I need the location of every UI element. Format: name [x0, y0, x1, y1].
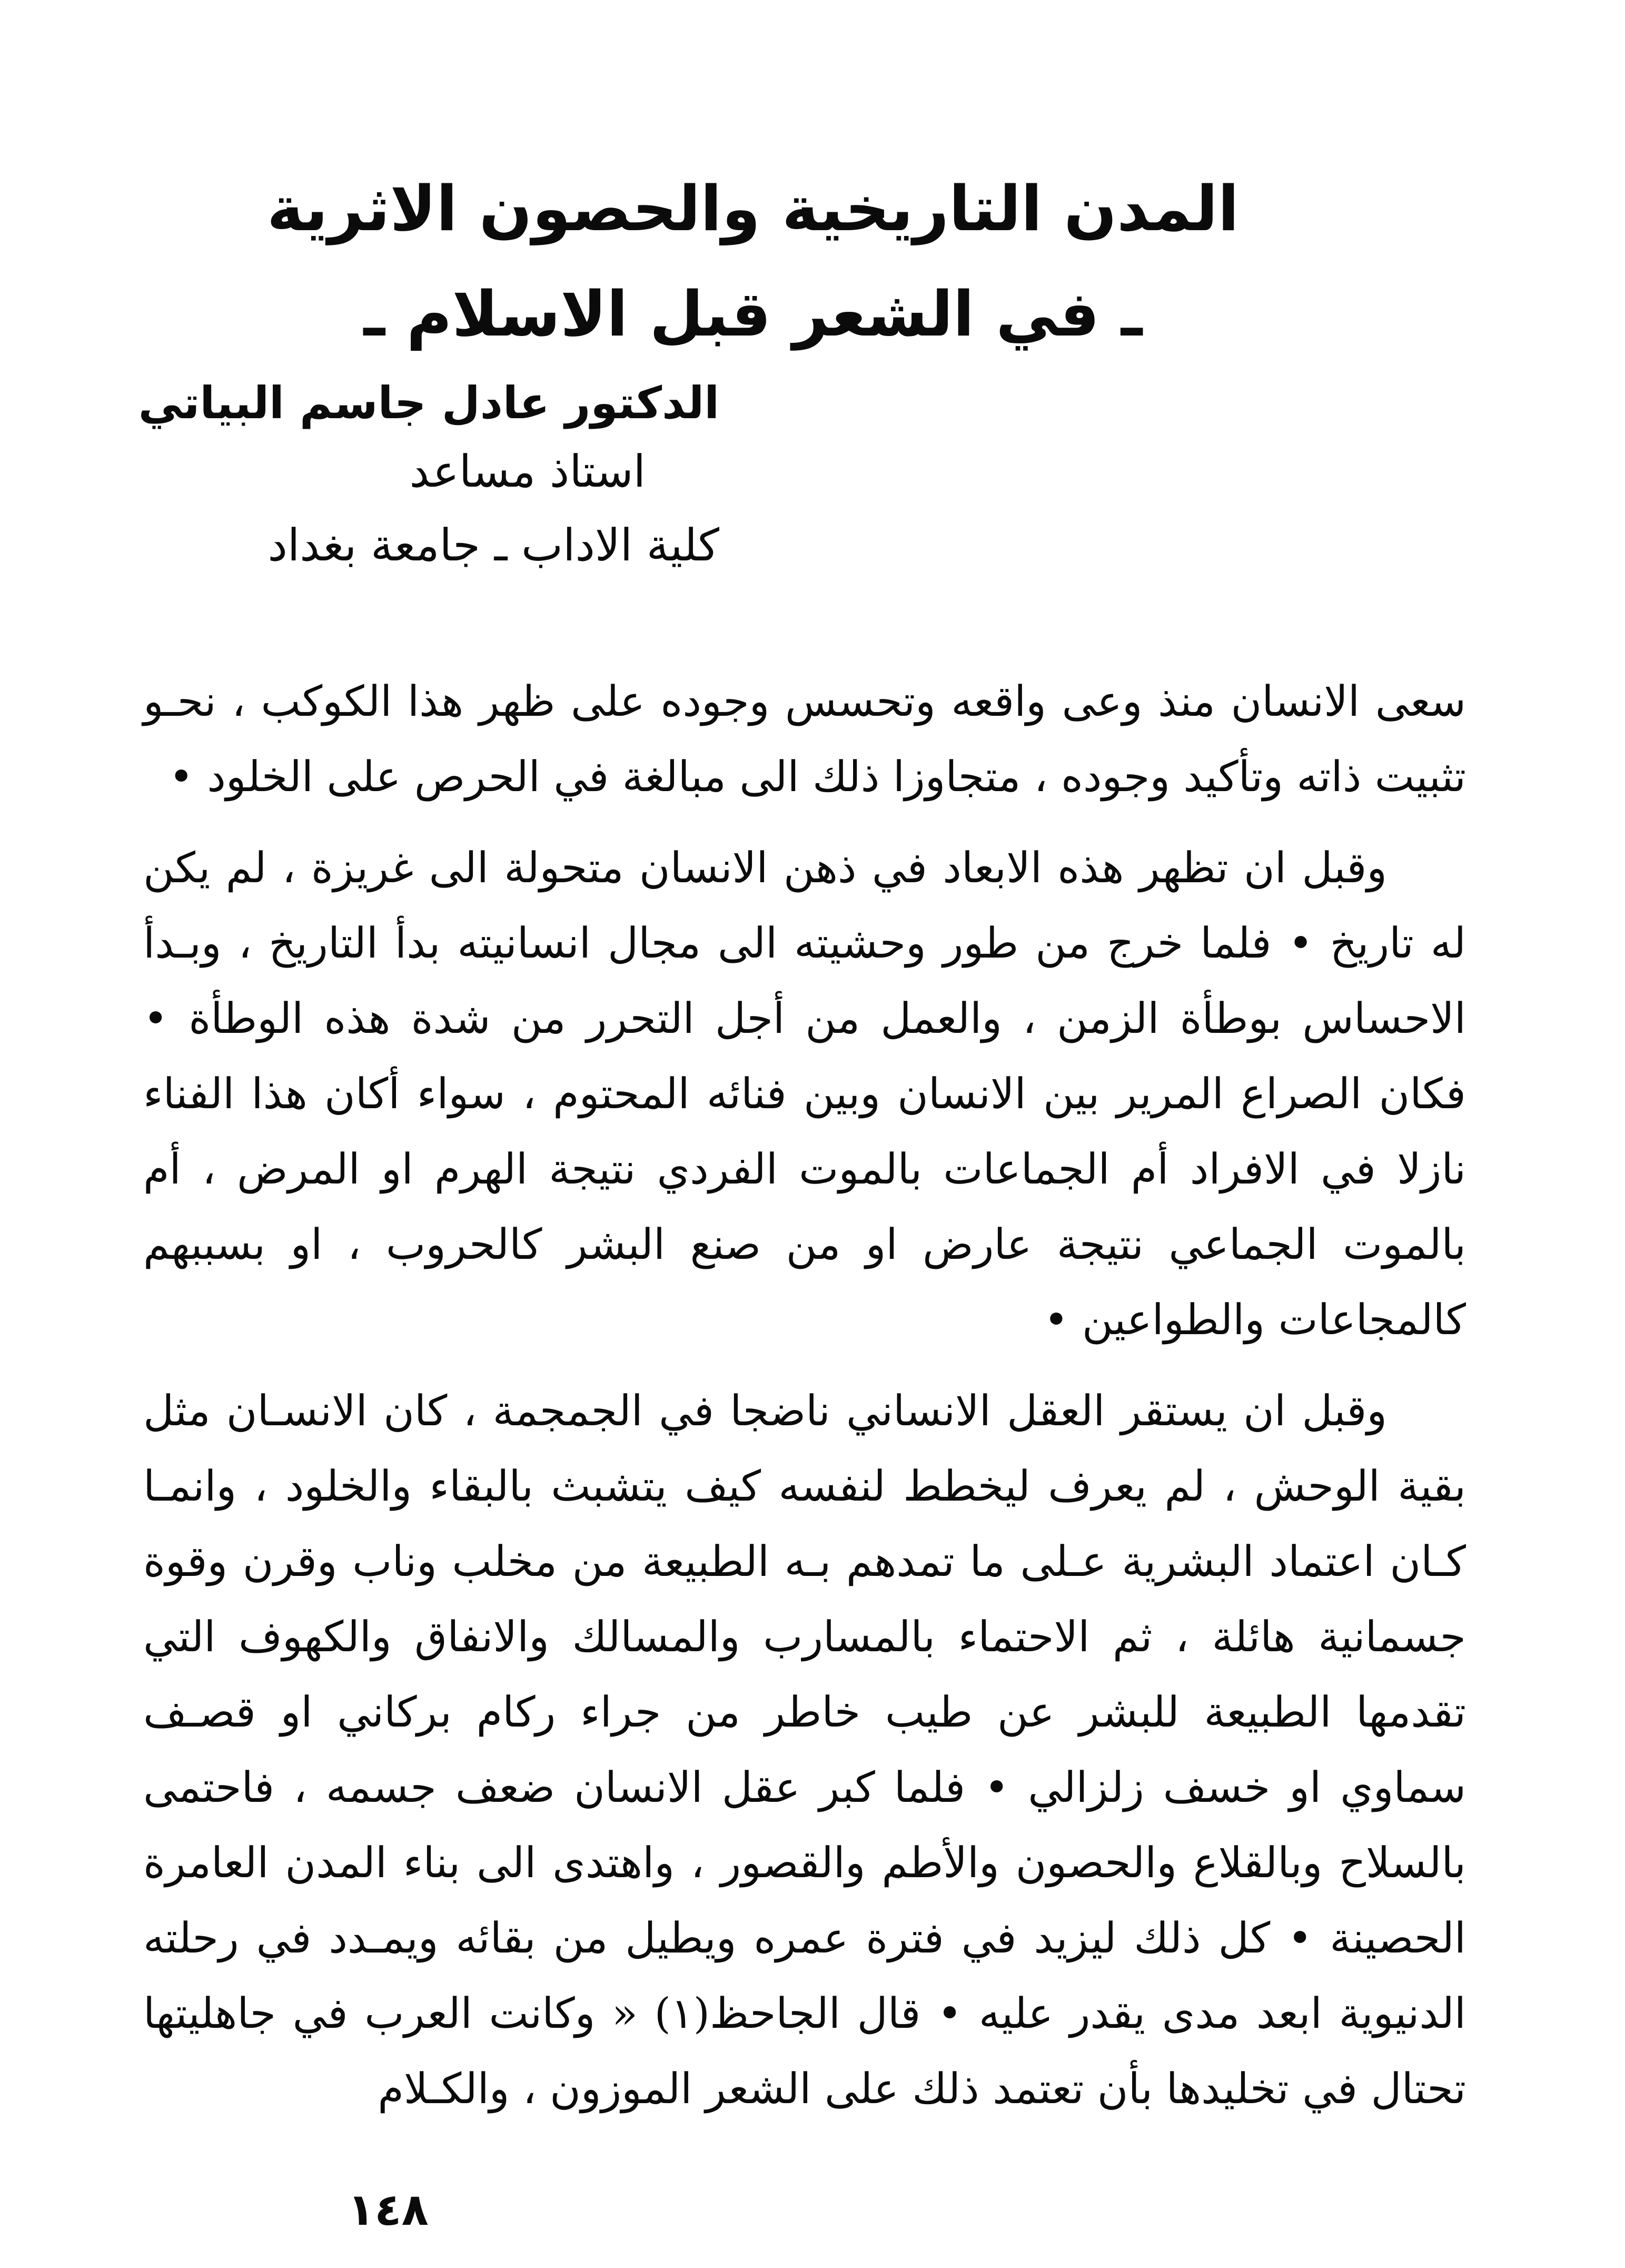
article-body — [143, 664, 1466, 2126]
article-title-line-1: المدن التاريخية والحصون الاثرية — [266, 172, 1240, 245]
paragraph-2: وقبل ان تظهر هذه الابعاد في ذهن الانسان متحولة الى غريزة ، لم يكن له تاريخ • فلما خرج من طور وحشيته الى مجال انسانيته بدأ التاريخ ، وبـدأ الاحساس بوطأة الزمن ، والعمل من أجل التحرر من شدة هذه الوطأة • فكان الصراع المرير بين الانسان وبين فنائه المحتوم ، سواء أكان هذا الفناء نازلا في الافراد أم الجماعات بالموت الفردي نتيجة الهرم او المرض ، أم بالموت الجماعي نتيجة عارض او من صنع البشر كالحروب ، او بسببهم كالمجاعات والطواعين • — [143, 843, 1467, 1344]
author-affiliation: كلية الاداب ـ جامعة بغداد — [267, 519, 719, 571]
author-rank: استاذ مساعد — [409, 446, 646, 497]
paragraph-3: وقبل ان يستقر العقل الانساني ناضجا في الجمجمة ، كان الانسـان مثل بقية الوحش ، لم يعرف ليخطط لنفسه كيف يتشبث بالبقاء والخلود ، وانمـا كـان اعتماد البشرية عـلى ما تمدهم بـه الطبيعة من مخلب وناب وقرن وقوة جسمانية هائلة ، ثم الاحتماء بالمسارب والمسالك والانفاق والكهوف التي تقدمها الطبيعة للبشر عن طيب خاطر من جراء ركام بركاني او قصـف سماوي او خسف زلزالي • فلما كبر عقل الانسان ضعف جسمه ، فاحتمى بالسلاح وبالقلاع والحصون والأطم والقصور ، واهتدى الى بناء المدن العامرة الحصينة • كل ذلك ليزيد في فترة عمره ويطيل من بقائه ويمـدد في رحلته الدنيوية ابعد مدى يقدر عليه • قال الجاحظ(١) « وكانت العرب في جاهليتها تحتال في تخليدها بأن تعتمد ذلك على الشعر الموزون ، والكـلام — [143, 1386, 1466, 2113]
article-title-line-2: ـ في الشعر قبل الاسلام ـ — [363, 278, 1143, 350]
author-name: الدكتور عادل جاسم البياتي — [138, 377, 719, 429]
page-number: ١٤٨ — [348, 2184, 429, 2235]
paragraph-1: سعى الانسان منذ وعى واقعه وتحسس وجوده على ظهر هذا الكوكب ، نحـو تثبيت ذاته وتأكيد وجوده ، متجاوزا ذلك الى مبالغة في الحرص على الخلود • — [143, 677, 1466, 801]
